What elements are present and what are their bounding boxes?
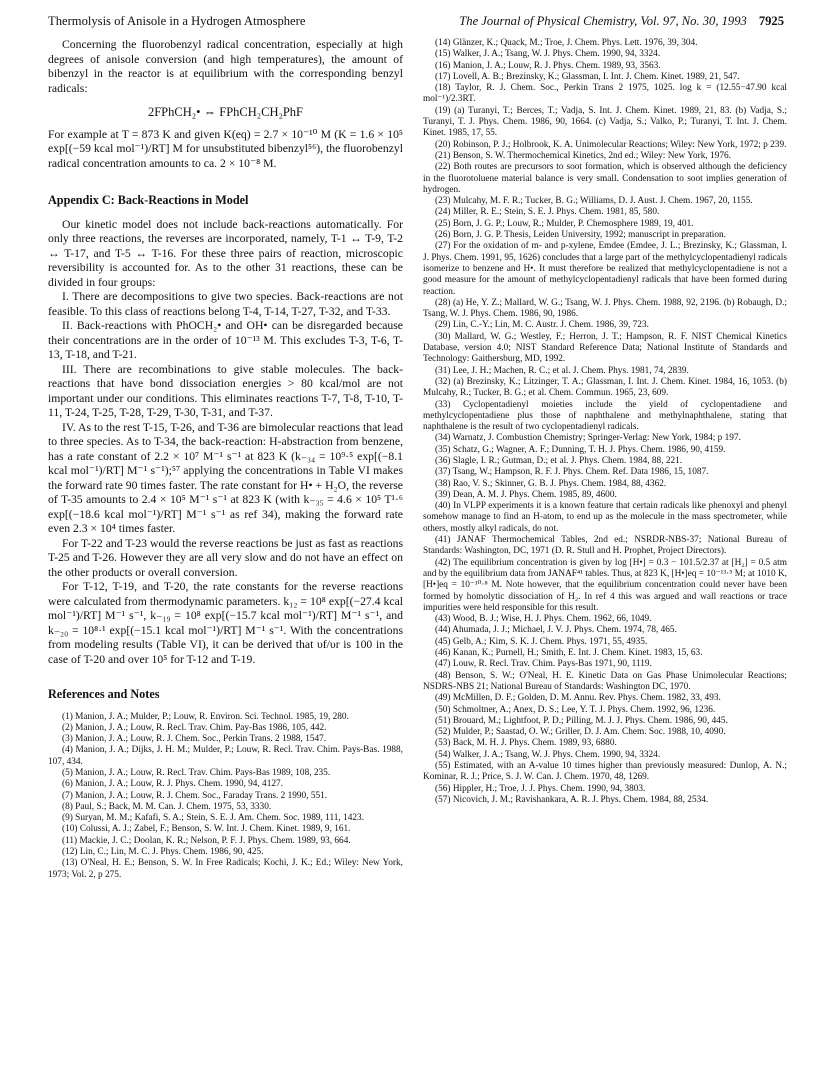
reference-item: (7) Manion, J. A.; Louw, R. J. Chem. Soc., Faraday Trans. 2 1990, 551. <box>62 790 328 801</box>
paragraph-t22-t23: For T-22 and T-23 would the reverse reactions be just as fast as reactions T-25 and T-26. However they are all very slow and do not have an effect on the other products or overall conversion. <box>48 536 403 579</box>
reference-item: (28) (a) He, Y. Z.; Mallard, W. G.; Tsang, W. J. Phys. Chem. 1988, 92, 2196. (b) Robaugh, D.; Tsang, W. J. Phys. Chem. 1986, 90, 1986. <box>423 297 787 320</box>
reference-item: (26) Born, J. G. P. Thesis, Leiden University, 1992; manuscript in preparation. <box>435 230 726 241</box>
running-title: Thermolysis of Anisole in a Hydrogen Atmosphere <box>48 14 306 28</box>
reference-item: (14) Glänzer, K.; Quack, M.; Troe, J. Chem. Phys. Lett. 1976, 39, 304. <box>435 38 698 48</box>
paragraph-example: For example at T = 873 K and given K(eq) = 2.7 × 10⁻¹⁰ M (K = 1.6 × 10⁵ exp[(−59 kcal mol⁻¹)/RT] M for unsubstituted bibenzyl⁵⁶), the fluorobenzyl radical concentration amounts to ca. 2 × 10⁻⁸ M. <box>48 127 403 170</box>
reference-item: (22) Both routes are precursors to soot formation, which is observed although the deficiency in the fluorotoluene material balance is very small. Condensation to soot implies generation of hydrogen. <box>423 162 787 195</box>
reference-item: (2) Manion, J. A.; Louw, R. Recl. Trav. Chim. Pay-Bas 1986, 105, 442. <box>62 722 327 733</box>
reference-item: (45) Gelb, A.; Kim, S. K. J. Chem. Phys. 1971, 55, 4935. <box>435 636 648 647</box>
journal-name: The Journal of Physical Chemistry, Vol. 97, No. 30, 1993 <box>459 14 747 28</box>
paragraph-kinetic-model: Our kinetic model does not include back-reactions automatically. For only three reactions, the reverses are incorporated, namely, T-1 ↔ T-9, T-2 ↔ T-17, and T-5 ↔ T-16. For these three pairs of reaction, microscopic reversibility is accounted for. As to the other 31 reactions, these can be divided in four groups: <box>48 217 403 289</box>
reference-item: (31) Lee, J. H.; Machen, R. C.; et al. J. Chem. Phys. 1981, 74, 2839. <box>435 365 689 376</box>
reference-item: (52) Mulder, P.; Saastad, O. W.; Griller, D. J. Am. Chem. Soc. 1988, 10, 4090. <box>435 727 726 738</box>
reference-item: (10) Colussi, A. J.; Zabel, F.; Benson, S. W. Int. J. Chem. Kinet. 1989, 9, 161. <box>62 824 351 835</box>
reference-item: (48) Benson, S. W.; O'Neal, H. E. Kinetic Data on Gas Phase Unimolecular Reactions; NSDRS-NBS 21; National Bureau of Standards: Washington DC, 1970. <box>423 670 787 692</box>
reference-item: (57) Nicovich, J. M.; Ravishankara, A. R. J. Phys. Chem. 1984, 88, 2534. <box>435 794 709 805</box>
reference-item: (11) Mackie, J. C.; Doolan, K. R.; Nelson, P. F. J. Phys. Chem. 1989, 93, 664. <box>62 835 351 846</box>
paragraph-group-3: III. There are recombinations to give stable molecules. The back-reactions that have bond dissociation energies > 80 kcal/mol are not important under our conditions. This eliminates reactions T-7, T-8, T-10, T-11, T-24, T-25, T-28, T-29, T-30, T-31, and T-37. <box>48 362 403 419</box>
paragraph-group-4: IV. As to the rest T-15, T-26, and T-36 are bimolecular reactions that lead to three species. As to T-34, the back-reaction: H-abstraction from benzene, has a rate constant of 2.2 × 10⁷ M⁻¹ s⁻¹ at 823 K (k₋₃₄ = 10⁹·⁵ exp[(−8.1 kcal mol⁻¹)/RT] M⁻¹ s⁻¹);⁵⁷ applying the concentrations in Table VI makes the forward rate 90 times faster. The rate constant for H• + H₂O, the reverse of T-35 amounts to 2.4 × 10⁵ M⁻¹ s⁻¹ at 823 K (with k₋₃₅ = 4.6 × 10⁵ T¹·⁶ exp[(−18.6 kcal mol⁻¹)/RT] M⁻¹ s⁻¹ as ref 34), making the forward rate even 2.3 × 10⁴ times faster. <box>48 420 403 535</box>
reference-item: (21) Benson, S. W. Thermochemical Kinetics, 2nd ed.; Wiley: New York, 1976. <box>435 150 731 161</box>
reference-item: (50) Schmoltner, A.; Anex, D. S.; Lee, Y. T. J. Phys. Chem. 1992, 96, 1236. <box>435 704 716 715</box>
reference-item: (12) Lin, C.; Lin, M. C. J. Phys. Chem. 1986, 90, 425. <box>62 847 264 858</box>
reference-item: (53) Back, M. H. J. Phys. Chem. 1989, 93, 6880. <box>435 738 617 749</box>
paragraph-group-1: I. There are decompositions to give two species. Back-reactions are not feasible. To this class of reactions belong T-4, T-14, T-27, T-32, and T-33. <box>48 290 403 318</box>
reference-item: (8) Paul, S.; Back, M. M. Can. J. Chem. 1975, 53, 3330. <box>62 801 272 812</box>
paragraph-fluorobenzyl: Concerning the fluorobenzyl radical concentration, especially at high degrees of anisole conversion (and high temperatures), the amount of bibenzyl in the reactor is at equilibrium with the corresponding benzyl radicals: <box>48 38 403 95</box>
paragraph-t12-t19-t20: For T-12, T-19, and T-20, the rate constants for the reverse reactions were calculated from thermodynamic parameters. k₁₂ = 10⁸ exp[(−27.4 kcal mol⁻¹)/RT] M⁻¹ s⁻¹, k₋₁₉ = 10⁸ exp[(−15.7 kcal mol⁻¹)/RT] M⁻¹ s⁻¹, and k₋₂₀ = 10⁸·¹ exp[(−15.1 kcal mol⁻¹)/RT] M⁻¹ s⁻¹. With the concentrations from modeling results (Table VI), it can be derived that υf/υr is 100 in the case of T-20 and over 10⁵ for T-12 and T-19. <box>48 580 403 666</box>
reference-item: (16) Manion, J. A.; Louw, R. J. Phys. Chem. 1989, 93, 3563. <box>435 60 661 71</box>
right-column <box>423 38 787 806</box>
reference-item: (20) Robinson, P. J.; Holbrook, K. A. Unimolecular Reactions; Wiley: New York, 1972; p 239. <box>435 139 787 150</box>
reference-item: (43) Wood, B. J.; Wise, H. J. Phys. Chem. 1962, 66, 1049. <box>435 614 652 625</box>
journal-citation <box>459 14 784 29</box>
reference-item: (46) Kanan, K.; Purnell, H.; Smith, E. Int. J. Chem. Kinet. 1983, 15, 63. <box>435 648 703 659</box>
reference-item: (4) Manion, J. A.; Dijks, J. H. M.; Mulder, P.; Louw, R. Recl. Trav. Chim. Pays-Bas. 1988, 107, 434. <box>48 745 403 767</box>
reference-item: (38) Rao, V. S.; Skinner, G. B. J. Phys. Chem. 1984, 88, 4362. <box>435 478 667 489</box>
reference-item: (32) (a) Brezinsky, K.; Litzinger, T. A.; Glassman, I. Int. J. Chem. Kinet. 1984, 16, 1053. (b) Mulcahy, R.; Tucker, B. G.; et al. Chem. Commun. 1965, 23, 609. <box>423 376 787 399</box>
reference-item: (5) Manion, J. A.; Louw, R. Recl. Trav. Chim. Pays-Bas 1989, 108, 235. <box>62 767 331 778</box>
reference-item: (18) Taylor, R. J. Chem. Soc., Perkin Trans 2 1975, 1025. log k = (12.55−47.90 kcal mol⁻¹)/2.3RT. <box>423 83 787 105</box>
reference-item: (15) Walker, J. A.; Tsang, W. J. Phys. Chem. 1990, 94, 3324. <box>435 49 661 60</box>
reference-list-left <box>48 712 403 881</box>
reference-item: (33) Cyclopentadienyl moieties include the yield of cyclopentadiene and methylcyclopentadiene plus those of naphthalene and methylnaphthalene, stating that naphthalene is the result of two cyclopentadienyl radicals. <box>423 399 787 433</box>
reference-item: (56) Hippler, H.; Troe, J. J. Phys. Chem. 1990, 94, 3803. <box>435 783 646 794</box>
reference-item: (34) Warnatz, J. Combustion Chemistry; Springer-Verlag: New York, 1984; p 197. <box>435 433 741 444</box>
reference-item: (39) Dean, A. M. J. Phys. Chem. 1985, 89, 4600. <box>435 489 617 500</box>
page-header <box>48 14 784 34</box>
left-column <box>48 38 403 881</box>
reference-item: (30) Mallard, W. G.; Westley, F.; Herron, J. T.; Hampson, R. F. NIST Chemical Kinetics Database, version 4.0; NIST Standard Reference Data; National Institute of Standards and Technology: Gaithersburg, MD, 1992. <box>423 331 787 365</box>
reference-item: (29) Lin, C.-Y.; Lin, M. C. Austr. J. Chem. 1986, 39, 723. <box>435 320 649 331</box>
reference-item: (9) Suryan, M. M.; Kafafi, S. A.; Stein, S. E. J. Am. Chem. Soc. 1989, 111, 1423. <box>62 813 364 824</box>
reference-item: (13) O'Neal, H. E.; Benson, S. W. In Free Radicals; Kochi, J. K.; Ed.; Wiley: New York, 1973; Vol. 2, p 275. <box>48 858 403 880</box>
reference-item: (23) Mulcahy, M. F. R.; Tucker, B. G.; Williams, D. J. Aust. J. Chem. 1967, 20, 1155. <box>435 196 753 207</box>
reference-list-right <box>423 38 787 806</box>
reference-item: (40) In VLPP experiments it is a known feature that certain radicals like phenoxyl and phenyl somehow manage to find an H-atom, to end up as the molecule in the mass spectrometer, while others, mostly alkyl radicals, do not. <box>423 501 787 534</box>
reference-item: (6) Manion, J. A.; Louw, R. J. Phys. Chem. 1990, 94, 4127. <box>62 779 283 790</box>
reference-item: (35) Schatz, G.; Wagner, A. F.; Dunning, T. H. J. Phys. Chem. 1986, 90, 4159. <box>435 444 726 455</box>
appendix-heading: Appendix C: Back-Reactions in Model <box>48 193 249 207</box>
reference-item: (55) Estimated, with an A-value 10 times higher than previously measured: Dunlop, A. N.; Kominar, R. J.; Price, S. J. W. Can. J. Chem. 1970, 48, 1269. <box>423 761 787 783</box>
reference-item: (1) Manion, J. A.; Mulder, P.; Louw, R. Environ. Sci. Technol. 1985, 19, 280. <box>62 711 349 722</box>
references-heading: References and Notes <box>48 687 160 701</box>
reference-item: (25) Born, J. G. P.; Louw, R.; Mulder, P. Chemosphere 1989, 19, 401. <box>435 218 694 229</box>
reference-item: (54) Walker, J. A.; Tsang, W. J. Phys. Chem. 1990, 94, 3324. <box>435 749 661 760</box>
page-number: 7925 <box>758 14 784 28</box>
reference-item: (44) Ahumada, J. J.; Michael, J. V. J. Phys. Chem. 1974, 78, 465. <box>435 625 677 636</box>
reference-item: (3) Manion, J. A.; Louw, R. J. Chem. Soc., Perkin Trans. 2 1988, 1547. <box>62 734 327 745</box>
reference-item: (47) Louw, R. Recl. Trav. Chim. Pays-Bas 1971, 90, 1119. <box>435 659 652 670</box>
paragraph-group-2: II. Back-reactions with PhOCH₂• and OH• can be disregarded because their concentrations are in the order of 10⁻¹³ M. This excludes T-3, T-6, T-13, T-18, and T-21. <box>48 319 403 361</box>
reference-item: (36) Slagle, I. R.; Gutman, D.; et al. J. Phys. Chem. 1984, 88, 221. <box>435 455 683 466</box>
reference-item: (17) Lovell, A. B.; Brezinsky, K.; Glassman, I. Int. J. Chem. Kinet. 1989, 21, 547. <box>435 71 740 82</box>
reference-item: (37) Tsang, W.; Hampson, R. F. J. Phys. Chem. Ref. Data 1986, 15, 1087. <box>435 467 709 478</box>
reference-item: (41) JANAF Thermochemical Tables, 2nd ed.; NSRDR-NBS-37; National Bureau of Standards: Washington, DC, 1971 (D. R. Stull and H. Prophet, Project Directors). <box>423 535 787 557</box>
reference-item: (49) McMillen, D. F.; Golden, D. M. Annu. Rev. Phys. Chem. 1982, 33, 493. <box>435 693 721 704</box>
reference-item: (24) Miller, R. E.; Stein, S. E. J. Phys. Chem. 1981, 85, 580. <box>435 207 660 218</box>
reference-item: (42) The equilibrium concentration is given by log [H•] = 0.3 − 101.5/2.37 at [H₂] = 0.5 atm and by the equilibrium data from JANAF⁴¹ tables. Thus, at 823 K, [H•]eq = 10⁻¹³·⁵ M; at 1010 K, [H•]eq = 10⁻¹⁰·⁸ M. Note however, that the equilibrium concentration could never have been formed by homolytic dissociation of H₂. In ref 4 this was argued and wall reactions or trace impurities were held responsible for this result. <box>423 557 787 613</box>
reference-item: (27) For the oxidation of m- and p-xylene, Emdee (Emdee, J. L.; Brezinsky, K.; Glassman, I. J. Phys. Chem. 1991, 95, 1626) concludes that a large part of the methylcyclopentadienyl radicals isomerize to benzene and H•. It must therefore be realized that methylcyclopentadiene is not a good measure for the amount of methylcyclopentadienyl radicals that have been formed during reaction. <box>423 241 787 297</box>
reference-item: (19) (a) Turanyi, T.; Berces, T.; Vadja, S. Int. J. Chem. Kinet. 1989, 21, 83. (b) Vadja, S.; Turanyi, T. J. Phys. Chem. 1986, 90, 1664. (c) Vadja, S.; Valko, P.; Turanyi, T. Int. J. Chem. Kinet. 1985, 17, 55. <box>423 105 787 139</box>
reference-item: (51) Brouard, M.; Lightfoot, P. D.; Pilling, M. J. J. Phys. Chem. 1986, 90, 445. <box>435 715 728 726</box>
equilibrium-equation: 2FPhCH₂• ⇔ FPhCH₂CH₂PhF <box>147 105 303 119</box>
